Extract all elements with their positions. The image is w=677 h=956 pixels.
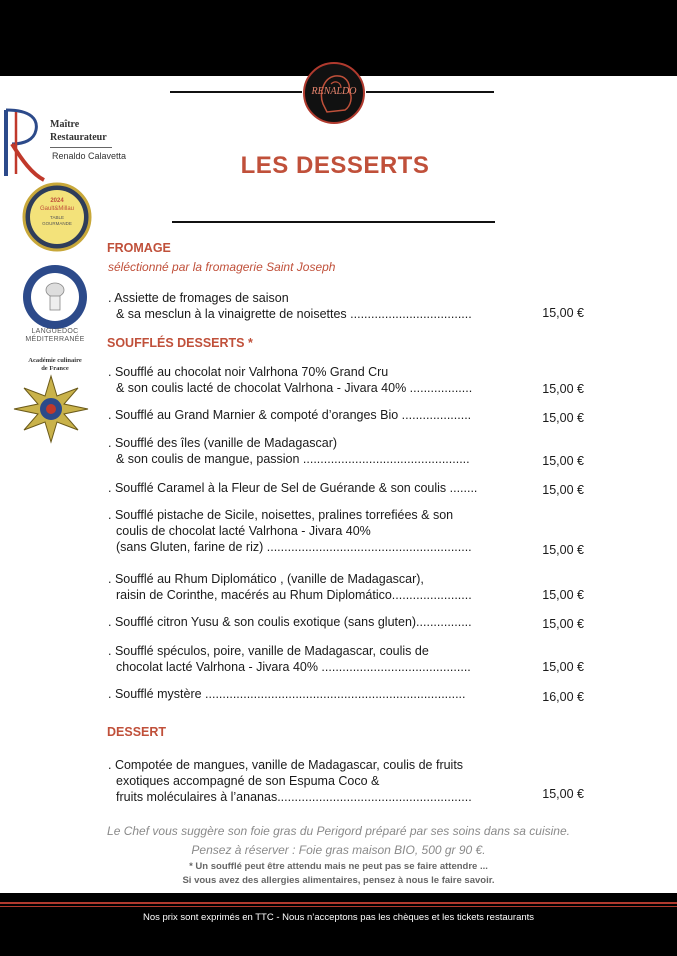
item-line: & sa mesclun à la vinaigrette de noisettes ................................... bbox=[116, 307, 472, 321]
gault-millau-sub bbox=[22, 215, 92, 227]
item-line: exotiques accompagné de son Espuma Coco & bbox=[116, 774, 380, 788]
menu-item bbox=[108, 614, 500, 630]
title-rule bbox=[172, 221, 495, 223]
gm-sub-line2: GOURMANDE bbox=[42, 221, 72, 226]
academie-medal-icon bbox=[12, 374, 90, 444]
section-subtitle-fromage: séléctionné par la fromagerie Saint Joseph bbox=[108, 260, 336, 274]
footer-red-line bbox=[0, 902, 677, 904]
gault-millau-name: Gault&Millau bbox=[39, 206, 74, 212]
section-title-souffles: SOUFFLÉS DESSERTS * bbox=[107, 336, 253, 350]
item-line: . Soufflé mystère ........................................................................... bbox=[108, 687, 466, 701]
gault-millau-year: 2024 bbox=[50, 198, 64, 204]
item-line: . Soufflé Caramel à la Fleur de Sel de Guérande & son coulis ........ bbox=[108, 481, 478, 495]
item-line: . Soufflé au chocolat noir Valrhona 70% Grand Cru bbox=[108, 365, 389, 379]
menu-item bbox=[108, 290, 500, 322]
header-rule-left bbox=[170, 91, 302, 93]
menu-item bbox=[108, 407, 500, 423]
item-line: & son coulis de mangue, passion ................................................ bbox=[116, 452, 470, 466]
item-price: 15,00 € bbox=[542, 306, 584, 320]
chef-note: Le Chef vous suggère son foie gras du Perigord préparé par ses soins dans sa cuisine. bbox=[107, 824, 570, 838]
item-line: . Soufflé des îles (vanille de Madagascar) bbox=[108, 436, 338, 450]
item-price: 15,00 € bbox=[542, 483, 584, 497]
item-price: 15,00 € bbox=[542, 660, 584, 674]
item-line: . Soufflé spéculos, poire, vanille de Madagascar, coulis de bbox=[108, 644, 429, 658]
menu-item bbox=[108, 757, 500, 805]
academie-line1: Académie culinaire bbox=[28, 357, 82, 364]
item-line: . Soufflé pistache de Sicile, noisettes, pralines torrefiées & son bbox=[108, 508, 454, 522]
allergy-note: Si vous avez des allergies alimentaires, pensez à nous le faire savoir. bbox=[182, 875, 495, 886]
maitre-restaurateur-logo bbox=[2, 104, 46, 184]
item-line: & son coulis lacté de chocolat Valrhona - Jivara 40% .................. bbox=[116, 381, 473, 395]
maitre-line: Maître bbox=[50, 119, 80, 130]
item-line: fruits moléculaires à l’ananas........................................................ bbox=[116, 790, 472, 804]
header-rule-right bbox=[366, 91, 494, 93]
section-title-fromage: FROMAGE bbox=[107, 241, 171, 255]
item-line: coulis de chocolat lacté Valrhona - Jivara 40% bbox=[116, 524, 371, 538]
item-price: 15,00 € bbox=[542, 411, 584, 425]
item-line: . Soufflé au Rhum Diplomático , (vanille de Madagascar), bbox=[108, 572, 424, 586]
reservation-note: Pensez à réserver : Foie gras maison BIO, 500 gr 90 €. bbox=[191, 843, 486, 857]
menu-item bbox=[108, 435, 500, 467]
item-line: . Compotée de mangues, vanille de Madagascar, coulis de fruits bbox=[108, 758, 464, 772]
menu-item bbox=[108, 643, 500, 675]
languedoc-line1: LANGUEDOC bbox=[31, 328, 79, 335]
item-line: chocolat lacté Valrhona - Jivara 40% ........................................... bbox=[116, 660, 471, 674]
menu-item bbox=[108, 480, 500, 496]
item-line: raisin de Corinthe, macérés au Rhum Diplomático....................... bbox=[116, 588, 472, 602]
page-title: LES DESSERTS bbox=[240, 152, 430, 179]
section-title-dessert: DESSERT bbox=[107, 725, 167, 739]
maitre-restaurateur-title bbox=[50, 118, 107, 144]
item-price: 15,00 € bbox=[542, 588, 584, 602]
footer-text: Nos prix sont exprimés en TTC - Nous n’acceptons pas les chèques et les tickets restaurants bbox=[142, 912, 535, 923]
item-price: 15,00 € bbox=[542, 787, 584, 801]
item-price: 15,00 € bbox=[542, 543, 584, 557]
item-line: (sans Gluten, farine de riz) ........................................................... bbox=[116, 540, 472, 554]
item-price: 15,00 € bbox=[542, 382, 584, 396]
item-price: 16,00 € bbox=[542, 690, 584, 704]
item-line: . Soufflé citron Yusu & son coulis exotique (sans gluten)................ bbox=[108, 615, 472, 629]
footer-band bbox=[0, 893, 677, 956]
menu-item bbox=[108, 507, 500, 555]
item-line: . Assiette de fromages de saison bbox=[108, 291, 289, 305]
logo-text: RENALDO bbox=[311, 86, 357, 97]
restaurant-logo bbox=[303, 62, 365, 124]
languedoc-text bbox=[6, 328, 104, 344]
academie-line2: de France bbox=[41, 364, 69, 372]
languedoc-line2: MÉDITERRANÉE bbox=[25, 336, 85, 343]
menu-item bbox=[108, 686, 500, 702]
item-price: 15,00 € bbox=[542, 617, 584, 631]
maitre-restaurateur-name: Renaldo Calavetta bbox=[52, 151, 127, 161]
souffle-wait-note: * Un soufflé peut être attendu mais ne peut pas se faire attendre ... bbox=[189, 861, 488, 872]
menu-item bbox=[108, 364, 500, 396]
restaurateur-line: Restaurateur bbox=[50, 132, 107, 143]
maitre-restaurateur-rule bbox=[50, 147, 112, 148]
academie-text bbox=[10, 357, 100, 372]
footer-red-line-thin bbox=[0, 906, 677, 907]
menu-item bbox=[108, 571, 500, 603]
item-price: 15,00 € bbox=[542, 454, 584, 468]
item-line: . Soufflé au Grand Marnier & compoté d’oranges Bio .................... bbox=[108, 408, 472, 422]
languedoc-badge bbox=[20, 262, 90, 332]
gm-sub-line1: TABLE bbox=[50, 215, 64, 220]
